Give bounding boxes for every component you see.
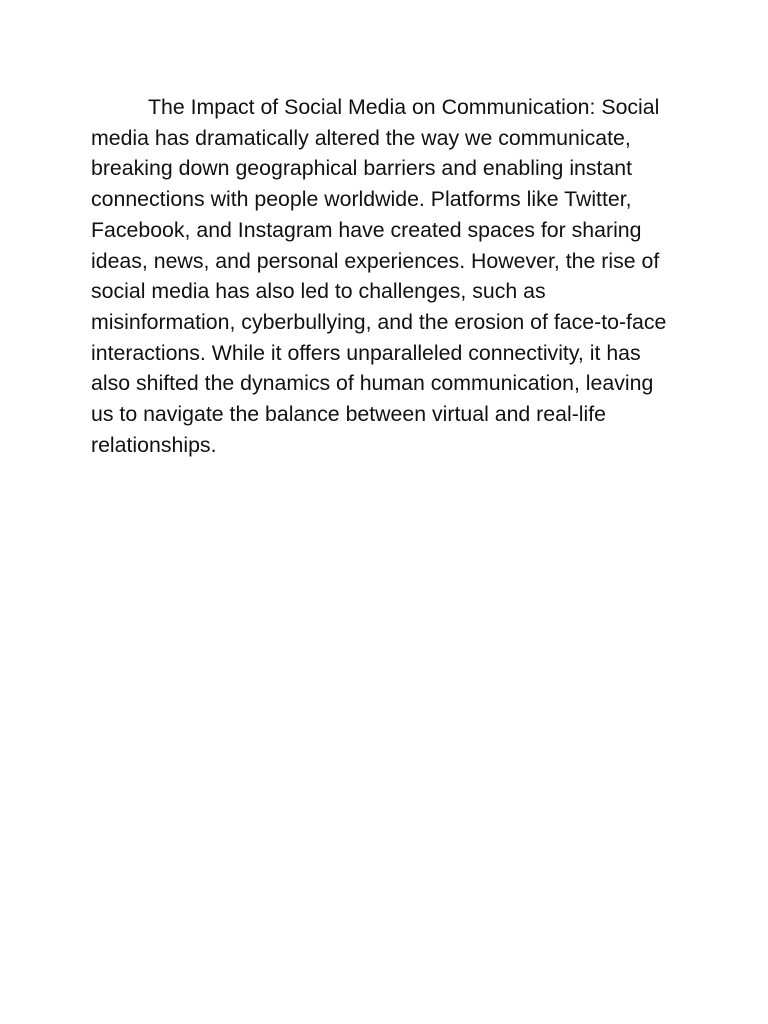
body-paragraph: The Impact of Social Media on Communication: Social media has dramatically altered the way we communicate, breaking down geographical barriers and enabling instant connections with people worldwide. Platforms like Twitter, Facebook, and Instagram have created spaces for sharing ideas, news, and personal experiences. However, the rise of social media has also led to challenges, such as misinformation, cyberbullying, and the erosion of face-to-face interactions. While it offers unparalleled connectivity, it has also shifted the dynamics of human communication, leaving us to navigate the balance between virtual and real-life relationships. [91, 95, 667, 457]
